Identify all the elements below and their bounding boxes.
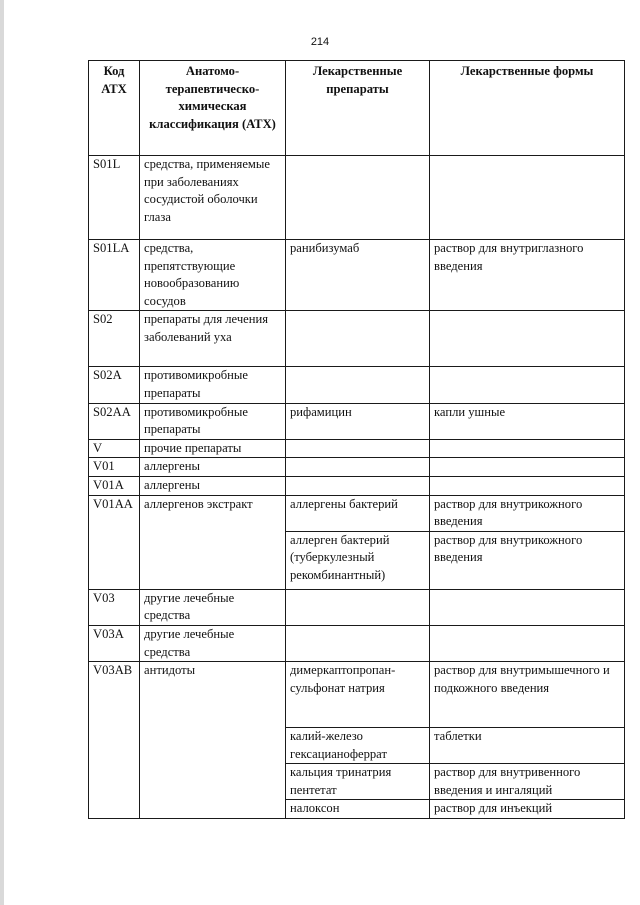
table-row — [89, 458, 625, 477]
drug-name-cell: кальция тринатрия пентетат — [286, 764, 430, 800]
drug-name-cell — [286, 156, 430, 240]
drug-name-cell: ранибизумаб — [286, 240, 430, 311]
dosage-form-cell — [430, 156, 625, 240]
table-row — [89, 240, 625, 311]
dosage-form-cell — [430, 625, 625, 661]
atc-code-cell: V03AB — [89, 662, 140, 819]
dosage-form-cell: раствор для внутрикожного введения — [430, 495, 625, 531]
table-row — [89, 662, 625, 728]
atc-classification-cell: аллергенов экстракт — [140, 495, 286, 589]
atc-code-cell: S01LA — [89, 240, 140, 311]
table-row — [89, 311, 625, 367]
table-row — [89, 367, 625, 403]
atc-classification-cell: другие лечебные средства — [140, 589, 286, 625]
dosage-form-cell — [430, 311, 625, 367]
atc-code-cell: V — [89, 439, 140, 458]
drug-name-cell — [286, 439, 430, 458]
dosage-form-cell — [430, 439, 625, 458]
drug-name-cell: рифамицин — [286, 403, 430, 439]
drug-name-cell: димеркаптопропан-сульфонат натрия — [286, 662, 430, 728]
atc-classification-cell: противомикробные препараты — [140, 367, 286, 403]
dosage-form-cell: раствор для внутриглазного введения — [430, 240, 625, 311]
header-atc-classification: Анатомо-терапевтическо-химическая классификация (АТХ) — [140, 61, 286, 156]
atc-code-cell: V01 — [89, 458, 140, 477]
drug-name-cell: аллергены бактерий — [286, 495, 430, 531]
drug-name-cell — [286, 625, 430, 661]
drug-name-cell: аллерген бактерий (туберкулезный рекомбинантный) — [286, 531, 430, 589]
header-drugs: Лекарственные препараты — [286, 61, 430, 156]
atc-table — [88, 60, 625, 819]
drug-name-cell — [286, 367, 430, 403]
dosage-form-cell — [430, 458, 625, 477]
atc-code-cell: V03A — [89, 625, 140, 661]
table-row — [89, 403, 625, 439]
table-header-row — [89, 61, 625, 156]
atc-code-cell: S02AA — [89, 403, 140, 439]
dosage-form-cell: таблетки — [430, 728, 625, 764]
dosage-form-cell — [430, 476, 625, 495]
table-row — [89, 476, 625, 495]
drug-name-cell: калий-железо гексацианоферрат — [286, 728, 430, 764]
atc-classification-cell: препараты для лечения заболеваний уха — [140, 311, 286, 367]
table-row — [89, 589, 625, 625]
atc-code-cell: V01AA — [89, 495, 140, 589]
atc-classification-cell: средства, препятствующие новообразованию сосудов — [140, 240, 286, 311]
atc-classification-cell: аллергены — [140, 476, 286, 495]
drug-name-cell — [286, 589, 430, 625]
atc-code-cell: S01L — [89, 156, 140, 240]
scan-edge — [0, 0, 4, 905]
table-row — [89, 625, 625, 661]
dosage-form-cell: раствор для внутримышечного и подкожного введения — [430, 662, 625, 728]
dosage-form-cell — [430, 589, 625, 625]
atc-classification-cell: прочие препараты — [140, 439, 286, 458]
dosage-form-cell — [430, 367, 625, 403]
atc-classification-cell: другие лечебные средства — [140, 625, 286, 661]
table-body — [89, 156, 625, 819]
dosage-form-cell: раствор для внутривенного введения и ингаляций — [430, 764, 625, 800]
atc-code-cell: S02 — [89, 311, 140, 367]
atc-classification-cell: аллергены — [140, 458, 286, 477]
header-atc-code: Код АТХ — [89, 61, 140, 156]
header-dosage-forms: Лекарственные формы — [430, 61, 625, 156]
dosage-form-cell: раствор для внутрикожного введения — [430, 531, 625, 589]
atc-classification-cell: антидоты — [140, 662, 286, 819]
drug-name-cell — [286, 458, 430, 477]
atc-code-cell: S02A — [89, 367, 140, 403]
page-number: 214 — [310, 36, 330, 48]
drug-name-cell: налоксон — [286, 800, 430, 819]
drug-name-cell — [286, 476, 430, 495]
table-row — [89, 439, 625, 458]
drug-name-cell — [286, 311, 430, 367]
dosage-form-cell: раствор для инъекций — [430, 800, 625, 819]
atc-classification-cell: средства, применяемые при заболеваниях сосудистой оболочки глаза — [140, 156, 286, 240]
atc-code-cell: V03 — [89, 589, 140, 625]
atc-code-cell: V01A — [89, 476, 140, 495]
atc-classification-cell: противомикробные препараты — [140, 403, 286, 439]
dosage-form-cell: капли ушные — [430, 403, 625, 439]
table-row — [89, 495, 625, 531]
table-row — [89, 156, 625, 240]
